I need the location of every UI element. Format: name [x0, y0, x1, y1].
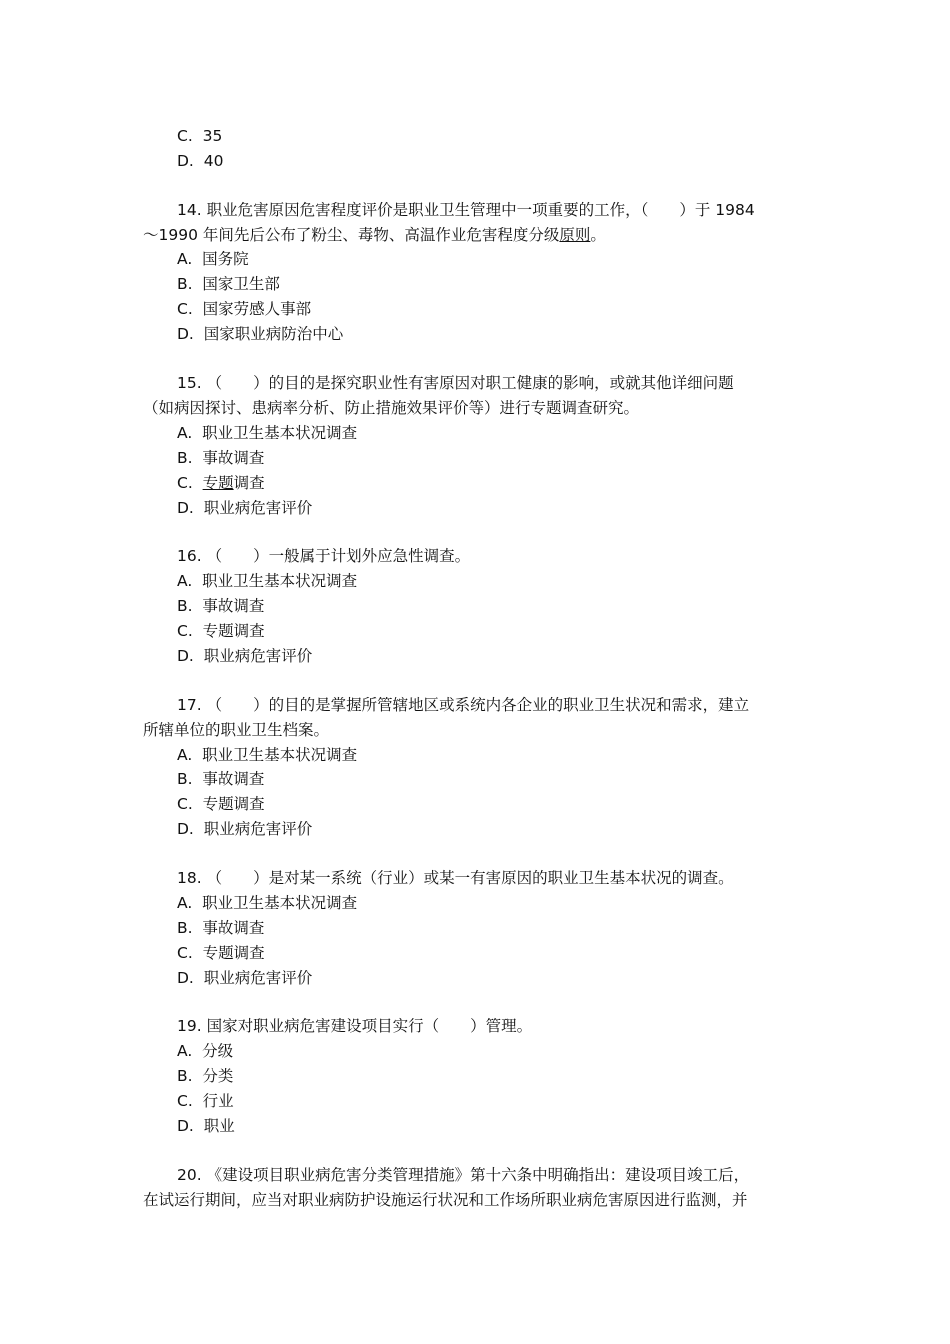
question-19-stem: 19. 国家对职业病危害建设项目实行（ ）管理。 — [177, 1017, 533, 1035]
question-17-option-b: B. 事故调查 — [177, 770, 265, 788]
question-17-stem: 17. （ ）的目的是掌握所管辖地区或系统内各企业的职业卫生状况和需求，建立 — [177, 696, 750, 714]
question-19-option-a: A. 分级 — [177, 1042, 234, 1060]
question-16-option-d: D. 职业病危害评价 — [177, 647, 313, 665]
question-20-stem-continued: 在试运行期间，应当对职业病防护设施运行状况和工作场所职业病危害原因进行监测，并 — [143, 1191, 748, 1209]
question-16-option-c: C. 专题调查 — [177, 622, 265, 640]
question-19-option-d: D. 职业 — [177, 1117, 235, 1135]
question-14-option-d: D. 国家职业病防治中心 — [177, 325, 344, 343]
question-17-option-a: A. 职业卫生基本状况调查 — [177, 746, 358, 764]
question-14-option-b: B. 国家卫生部 — [177, 275, 280, 293]
question-17-option-d: D. 职业病危害评价 — [177, 820, 313, 838]
question-15-option-d: D. 职业病危害评价 — [177, 499, 313, 517]
question-17-stem-continued: 所辖单位的职业卫生档案。 — [143, 721, 330, 739]
question-18-stem: 18. （ ）是对某一系统（行业）或某一有害原因的职业卫生基本状况的调查。 — [177, 869, 734, 887]
question-18-option-d: D. 职业病危害评价 — [177, 969, 313, 987]
question-15-option-a: A. 职业卫生基本状况调查 — [177, 424, 358, 442]
question-18-option-a: A. 职业卫生基本状况调查 — [177, 894, 358, 912]
question-16-stem: 16. （ ）一般属于计划外应急性调查。 — [177, 547, 471, 565]
question-19-option-c: C. 行业 — [177, 1092, 234, 1110]
question-15-option-c: C. 专题调查 — [177, 474, 265, 492]
question-16-option-a: A. 职业卫生基本状况调查 — [177, 572, 358, 590]
question-14-option-c: C. 国家劳感人事部 — [177, 300, 312, 318]
question-18-option-b: B. 事故调查 — [177, 919, 265, 937]
question-15-stem: 15. （ ）的目的是探究职业性有害原因对职工健康的影响，或就其他详细问题 — [177, 374, 734, 392]
question-16-option-b: B. 事故调查 — [177, 597, 265, 615]
question-14-stem: 14. 职业危害原因危害程度评价是职业卫生管理中一项重要的工作，（ ）于 1984 — [177, 201, 755, 219]
question-14-option-a: A. 国务院 — [177, 250, 249, 268]
question-20-stem: 20. 《建设项目职业病危害分类管理措施》第十六条中明确指出：建设项目竣工后， — [177, 1166, 750, 1184]
question-17-option-c: C. 专题调查 — [177, 795, 265, 813]
question-15-stem-continued: （如病因探讨、患病率分析、防止措施效果评价等）进行专题调查研究。 — [143, 399, 640, 417]
question-19-option-b: B. 分类 — [177, 1067, 234, 1085]
question-14-stem-continued: ～1990 年间先后公布了粉尘、毒物、高温作业危害程度分级原则。 — [143, 226, 606, 244]
option-c: C. 35 — [177, 127, 223, 145]
question-18-option-c: C. 专题调查 — [177, 944, 265, 962]
question-15-option-b: B. 事故调查 — [177, 449, 265, 467]
option-d: D. 40 — [177, 152, 224, 170]
